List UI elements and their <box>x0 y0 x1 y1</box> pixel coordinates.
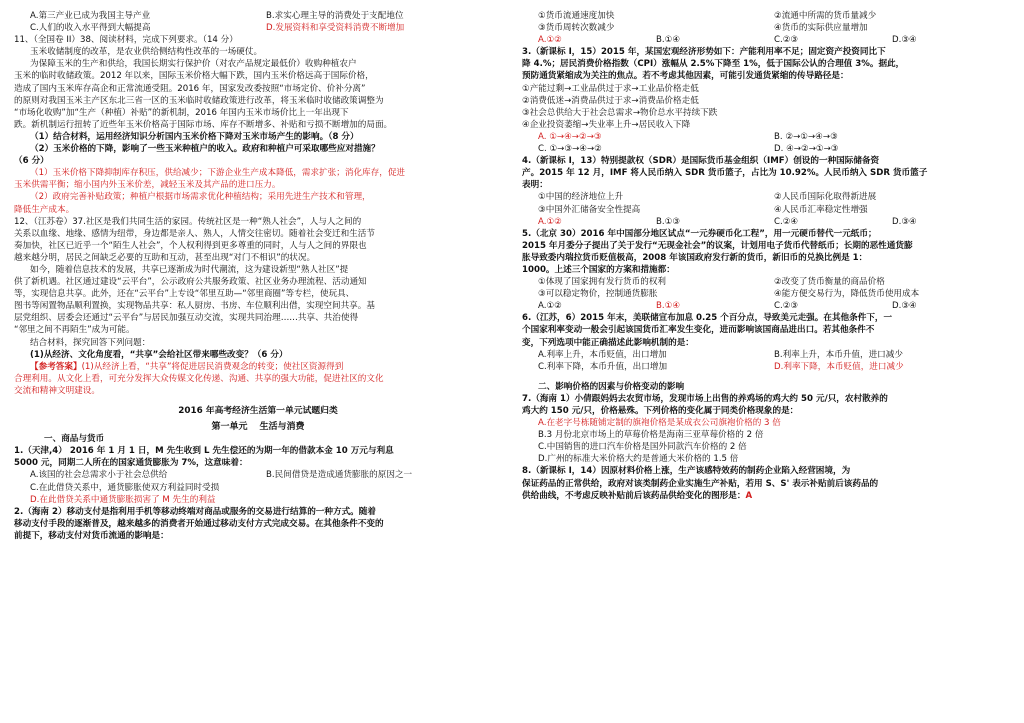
s1q1-option-d-answer: D.在此借贷关系中通货膨胀损害了 M 先生的利益 <box>30 494 216 505</box>
statement-3: ③中国外汇储备安全性提高 <box>538 204 641 215</box>
choice-d: D.③④ <box>892 301 917 312</box>
q11-ask-2: （2）玉米价格的下降，影响了一些玉米种植户的收入。政府和种植户可采取哪些应对措施？ <box>30 144 380 155</box>
left-column <box>14 10 502 717</box>
q11-intro: 玉米收储制度的改革，是农业供给侧结构性改革的一场硬仗。 <box>30 47 263 58</box>
q3-statement-4: ④企业投资萎缩→失业率上升→居民收入下降 <box>522 119 691 130</box>
unit-heading: 第一单元 生活与消费 <box>211 422 305 433</box>
statement-1: ①货币流通速度加快 <box>538 11 615 21</box>
right-column <box>522 10 1010 717</box>
q11-answer-1a: （1）玉米价格下降抑制库存积压，供给减少；下游企业生产成本降低，需求扩张；消化库存，促进 <box>30 168 406 179</box>
q5-statements <box>522 276 1010 300</box>
q12-answer-2: 合理利用。从文化上看，可充分发挥大众传媒文化传递、沟通、共享的强大功能，促进社区的文化 <box>14 373 384 384</box>
q4-head: 4.（新课标 I，13）特别提款权（SDR）是国际货币基金组织（IMF）创设的一种国际储备资 <box>522 156 880 167</box>
q8-head: 8.（新课标 I，14）因原材料价格上涨，生产该感特效药的制药企业陷入经营困境，为 <box>522 466 851 477</box>
q5-line-3: 胀导致委内瑞拉货币贬值极高，2008 年该国政府发行新的货币，新旧币的兑换比例是 1： <box>522 252 868 263</box>
choice-a: A.利率上升，本币贬值，出口增加 <box>538 349 667 360</box>
q11-head: 11、（全国卷 II）38、阅读材料，完成下列要求。（14 分） <box>14 35 238 46</box>
q6-line-2: 个国家利率变动一般会引起该国货币汇率发生变化，进而影响该国商品进出口。若其他条件不 <box>522 325 875 336</box>
q7-head: 7.（海南 1）小倩跟妈妈去农贸市场，发现市场上出售的养鸡场的鸡大约 50 元/只，农村散养的 <box>522 393 888 404</box>
q7-line-2: 鸡大约 150 元/只，价格悬殊。下列价格的变化属于同类价格现象的是： <box>522 406 799 416</box>
q8-answer: A <box>745 490 753 501</box>
q11-answer-2b: 降低生产成本。 <box>14 204 75 215</box>
q12-answer-1: 【参考答案】(1)从经济上看，“共享”将促进居民消费观念的转变；使社区资源得到 <box>30 361 344 372</box>
q2-statements <box>522 10 1010 34</box>
q2-choices <box>522 34 1010 46</box>
choice-b: B. ②→①→④→③ <box>774 131 838 142</box>
section-1-heading: 一、商品与货币 <box>44 434 105 445</box>
q11-material-4: 的原则对我国玉米主产区东北三省一区的玉米临时收储政策进行改革，将玉米临时收储政策调整为 <box>14 95 384 106</box>
statement-2: ②流通中所需的货币量减少 <box>774 11 877 21</box>
q12-p2-4: 图书等闲置物品顺利置换，实现物品共享：私人厨房、书房、车位顺利出借，实现空间共享。基 <box>14 301 375 312</box>
option-b: B.民间借贷是造成通货膨胀的原因之一 <box>266 470 413 481</box>
s1q1-head: 1.（天津,4） 2016 年 1 月 1 日，M 先生收到 L 先生偿还的为期一年的借款本金 10 万元与利息 <box>14 446 394 457</box>
s1q1-option-c: C.在此借贷关系中，通货膨胀使双方利益同时受损 <box>30 482 220 493</box>
choice-b: B.利率上升，本币升值，进口减少 <box>774 349 903 360</box>
q6-choices <box>522 349 1010 373</box>
q4-line-2: 产。2015 年 12 月，IMF 将人民币纳入 SDR 货币篮子，占比为 10.92%。人民币纳入 SDR 货币篮子 <box>522 168 928 179</box>
q5-choices <box>522 300 1010 312</box>
s1q2-p1: 移动支付手段的逐渐普及，越来越多的消费者开始通过移动支付方式完成交易。在其他条件不变的 <box>14 518 384 529</box>
s1q2-head: 2.（海南 2）移动支付是指利用手机等移动终端对商品或服务的交易进行结算的一种方式。随着 <box>14 506 376 517</box>
choice-d: D.③④ <box>892 216 917 227</box>
statement-4: ④货币的实际供应量增加 <box>774 23 868 34</box>
q7-choice-d: D.广州的标准大米价格大约是普通大米价格的 1.5 倍 <box>538 454 739 465</box>
s1q1-options <box>14 469 502 481</box>
answer-label: 【参考答案】 <box>30 361 82 372</box>
q12-p2-1: 如今，随着信息技术的发展，共享已逐渐成为时代潮流，这为建设新型“熟人社区”提 <box>30 264 349 275</box>
q3-statement-1: ①产能过剩→工业品供过于求→工业品价格走低 <box>522 83 699 94</box>
document-title: 2016 年高考经济生活第一单元试题归类 <box>178 406 338 416</box>
choice-d: D. ④→②→①→③ <box>774 144 839 155</box>
q5-line-4: 1000。上述三个国家的方案和措施都： <box>522 264 675 275</box>
q12-p2-6: “邻里之间不再陌生”成为可能。 <box>14 325 135 336</box>
q12-p1-3: 越来越分明，居民之间缺乏必要的互助和互动，甚至出现“对门不相识”的状况。 <box>14 252 316 263</box>
prev-question-options <box>14 10 502 34</box>
q7-choice-c: C.中国销售的进口汽车价格是国外同款汽车价格的 2 倍 <box>538 442 747 453</box>
q12-answer-3: 交流和精神文明建设。 <box>14 385 100 396</box>
choice-a-answer: A.①② <box>538 35 562 46</box>
choice-d-answer: D.利率下降，本币贬值，进口减少 <box>774 361 904 372</box>
q3-line-2: 降 4.%；居民消费价格指数（CPI）涨幅从 2.5%下降至 1%，低于国际公认的合理值 3%。据此， <box>522 59 905 70</box>
q5-line-2: 2015 年月委分子提出了关于发行“无现金社会”的议案，计划用电子货币代替纸币；长期的恶性通货膨 <box>522 240 913 251</box>
q12-p1-1: 关系以血缘、地缘、感情为纽带，身边都是亲人、熟人，人情交往密切。随着社会变迁和生活节 <box>14 228 375 239</box>
choice-b: B.①④ <box>656 35 681 46</box>
choice-c: C.②④ <box>774 216 799 227</box>
q11-answer-1b: 玉米供需平衡；缩小国内外玉米价差，减轻玉米及其产品的进口压力。 <box>14 180 281 191</box>
choice-b-answer: B.①④ <box>656 301 681 312</box>
q11-material-5: “市场化收购”加“生产（种植）补贴”的新机制，2016 年国内玉米市场价比上一年出现下 <box>14 107 349 118</box>
q6-head: 6.（江苏，6）2015 年末，美联储宣布加息 0.25 个百分点，导致美元走强。在其他条件下，一 <box>522 313 893 324</box>
q4-line-3: 表明： <box>522 180 548 191</box>
q3-statement-2: ②消费低迷→消费品供过于求→消费品价格走低 <box>522 95 699 106</box>
choice-c: C.②③ <box>774 35 799 46</box>
s1q1-head-2: 5000 元，同期二人所在的国家通货膨胀为 7%，这意味着： <box>14 458 248 469</box>
choice-d: D.③④ <box>892 35 917 46</box>
q12-ask: (1)从经济、文化角度看，“共享”会给社区带来哪些改变？（6 分） <box>30 349 288 360</box>
q4-statements <box>522 191 1010 215</box>
q11-material-2: 玉米的临时收储政策。2012 年以来，国际玉米价格大幅下跌，国内玉米价格远高于国际价格， <box>14 71 374 82</box>
q7-choice-a-answer: A.在老字号栋随铺定制的旗袍价格是某成衣公司旗袍价格的 3 倍 <box>538 418 781 429</box>
choice-a-answer: A. ①→④→②→③ <box>538 131 602 142</box>
statement-3: ③可以稳定物价，控制通货膨胀 <box>538 289 658 300</box>
option-b: B.求实心理主导的消费处于支配地位 <box>266 11 404 21</box>
statement-1: ①体现了国家拥有发行货币的权利 <box>538 277 667 288</box>
s1q2-p2: 前提下，移动支付对货币流通的影响是： <box>14 530 169 541</box>
q11-ask-2-score: （6 分） <box>14 156 49 167</box>
choice-b: B.①③ <box>656 216 681 227</box>
statement-2: ②人民币国际化取得新进展 <box>774 192 877 203</box>
q3-statement-3: ③社会总供给大于社会总需求→物价总水平持续下跌 <box>522 107 718 118</box>
choice-c: C.利率下降，本币升值，出口增加 <box>538 361 668 372</box>
q12-p3: 结合材料，探究回答下列问题： <box>30 337 151 348</box>
statement-2: ②改变了货币衡量的商品价格 <box>774 277 885 288</box>
q6-line-3: 变，下列选项中能正确描述此影响机制的是： <box>522 337 694 348</box>
q7-choice-b: B.3 月份北京市场上的草莓价格是海南三亚草莓价格的 2 倍 <box>538 430 764 441</box>
option-d-answer: D.发展资料和享受资料消费不断增加 <box>266 23 405 34</box>
q11-answer-2a: （2）政府完善补贴政策；种植户根据市场需求优化种植结构；采用先进生产技术和管理， <box>30 192 371 203</box>
q8-line-2: 保证药品的正常供给，政府对该类制药企业实施生产补贴，若用 S、S' 表示补贴前后该药品的 <box>522 478 879 489</box>
statement-4: ④人民币汇率稳定性增强 <box>774 204 868 215</box>
q3-choices <box>522 131 1010 155</box>
choice-c: C.②③ <box>774 301 799 312</box>
q12-p2-3: 等，实现信息共享。此外，还在“云平台”上专设“邻里互助—“邻里商圈”等专栏，使玩具、 <box>14 289 355 300</box>
q12-head: 12、（江苏卷）37.社区是我们共同生活的家园。传统社区是一种“熟人社会”，人与人之间的 <box>14 216 362 227</box>
q3-head: 3.（新课标 I，15）2015 年，某国宏观经济形势如下：产能利用率不足；固定资产投资同比下 <box>522 47 886 58</box>
q12-p2-5: 层党组织、居委会还通过“云平台”与居民加强互动交流，实现共同治理……共享、共治使得 <box>14 313 359 324</box>
q12-p2-2: 供了新机遇。社区通过建设“云平台”，公示政府公共服务政策、社区业务办理流程、活动通知 <box>14 277 367 288</box>
q11-material-6: 跌。新机制运行扭转了近些年玉米价格高于国际市场、库存不断增多、补贴和亏损不断增加的局面。 <box>14 119 393 130</box>
statement-4: ④能方便交易行为，降低货币使用成本 <box>774 289 920 300</box>
q4-choices <box>522 216 1010 228</box>
q11-material-3: 造成了国内玉米库存高企和正常流通受阻。2016 年，国家发改委按照“市场定价、价补分离” <box>14 83 366 94</box>
q11-ask-1: （1）结合材料，运用经济知识分析国内玉米价格下降对玉米市场产生的影响。（8 分） <box>30 131 359 142</box>
choice-a-answer: A.①② <box>538 216 562 227</box>
option-a: A.该国的社会总需求小于社会总供给 <box>30 470 168 481</box>
q11-material-1: 为保障玉米的生产和供给，我国长期实行保护价（对农产品规定最低价）收购种植农户 <box>30 59 357 70</box>
q3-line-3: 预防通货紧缩成为关注的焦点。若不考虑其他因素，可能引发通货紧缩的传导路径是： <box>522 71 849 82</box>
q8-line-3: 供给曲线，不考虑反映补贴前后该药品供给变化的图形是：A <box>522 490 753 501</box>
q5-head: 5.（北京 30）2016 年中国部分地区试点“一元券硬币化工程”，用一元硬币替代一元纸币； <box>522 228 877 239</box>
choice-a: A.①② <box>538 301 562 312</box>
section-2-heading: 二、影响价格的因素与价格变动的影响 <box>538 381 685 392</box>
choice-c: C. ①→③→④→② <box>538 144 602 155</box>
q12-p1-2: 奏加快，社区已近乎一个“陌生人社会”，个人权利得到更多尊重的同时，人与人之间的界限也 <box>14 240 367 251</box>
statement-3: ③货币周转次数减少 <box>538 23 615 34</box>
option-c: C.人们的收入水平得到大幅提高 <box>30 23 151 34</box>
option-a: A.第三产业已成为我国主导产业 <box>30 11 151 21</box>
statement-1: ①中国的经济地位上升 <box>538 192 624 203</box>
